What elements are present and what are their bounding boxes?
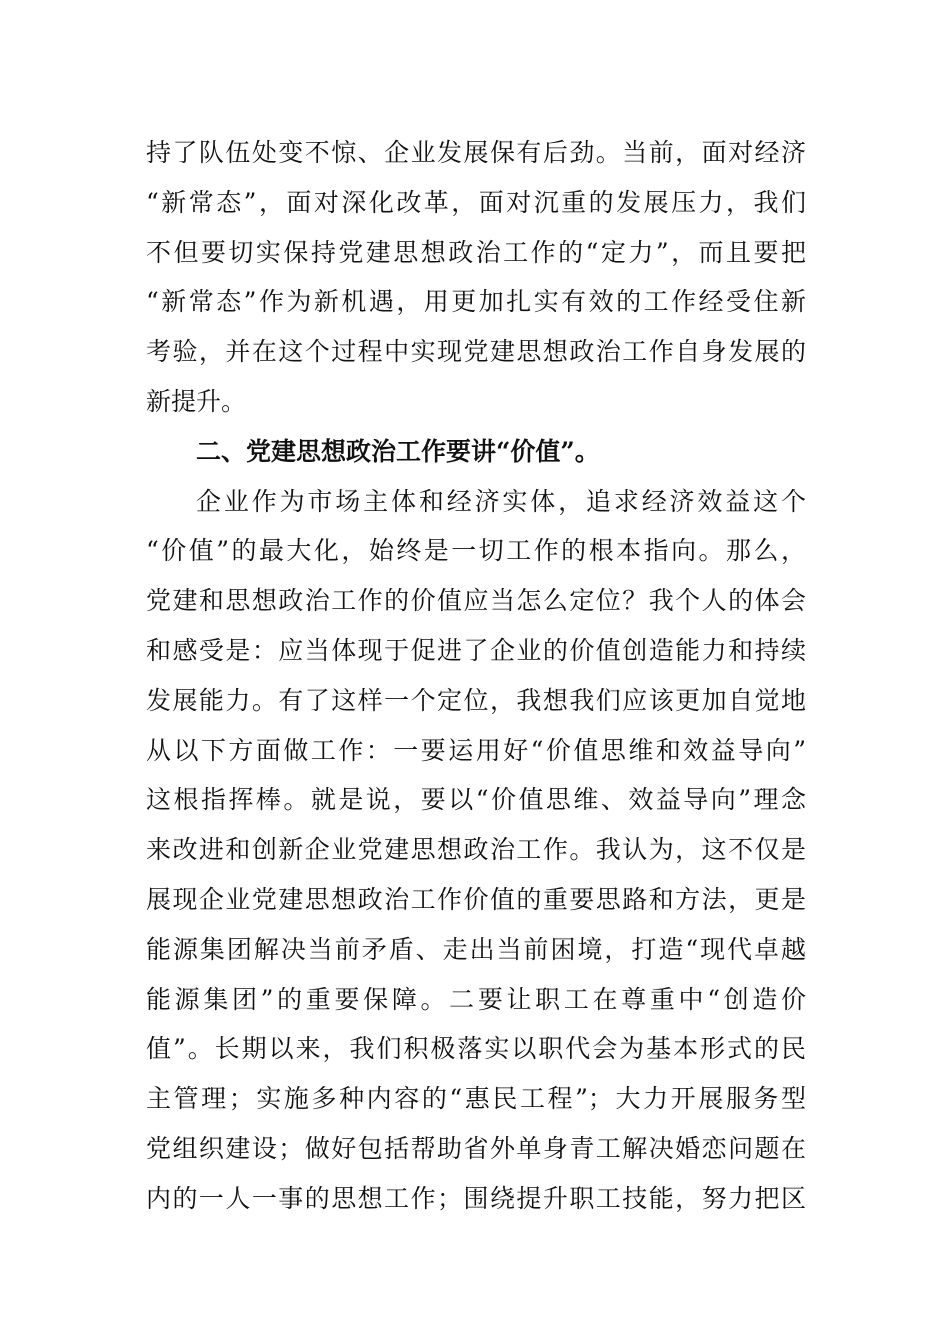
text-line: 从以下方面做工作：一要运用好“价值思维和效益导向”: [146, 735, 806, 765]
text-line: 能源集团”的重要保障。二要让职工在尊重中“创造价: [146, 984, 806, 1014]
text-line: 展现企业党建思想政治工作价值的重要思路和方法，更是: [146, 884, 806, 914]
text-line: 党建和思想政治工作的价值应当怎么定位？我个人的体会: [146, 586, 806, 616]
text-line: 党组织建设；做好包括帮助省外单身青工解决婚恋问题在: [146, 1133, 806, 1163]
text-line: 企业作为市场主体和经济实体，追求经济效益这个: [196, 486, 806, 516]
text-line: 持了队伍处变不惊、企业发展保有后劲。当前，面对经济: [146, 138, 806, 167]
text-line: 不但要切实保持党建思想政治工作的“定力”，而且要把: [146, 237, 806, 267]
text-line: 这根指挥棒。就是说，要以“价值思维、效益导向”理念: [146, 785, 806, 815]
text-line: 值”。长期以来，我们积极落实以职代会为基本形式的民: [146, 1034, 806, 1064]
text-line: “新常态”，面对深化改革，面对沉重的发展压力，我们: [146, 187, 806, 217]
text-line: “价值”的最大化，始终是一切工作的根本指向。那么，: [146, 536, 806, 566]
document-body: [146, 128, 806, 1224]
text-line: 考验，并在这个过程中实现党建思想政治工作自身发展的: [146, 337, 806, 367]
text-line: 发展能力。有了这样一个定位，我想我们应该更加自觉地: [146, 685, 806, 715]
section-heading: 二、党建思想政治工作要讲“价值”。: [196, 436, 600, 466]
text-line: 能源集团解决当前矛盾、走出当前困境，打造“现代卓越: [146, 934, 806, 964]
text-line: “新常态”作为新机遇，用更加扎实有效的工作经受住新: [146, 287, 806, 317]
text-line: 主管理；实施多种内容的“惠民工程”；大力开展服务型: [146, 1084, 806, 1114]
text-line: 和感受是：应当体现于促进了企业的价值创造能力和持续: [146, 635, 806, 665]
text-line: 来改进和创新企业党建思想政治工作。我认为，这不仅是: [146, 835, 806, 865]
text-line: 内的一人一事的思想工作；围绕提升职工技能，努力把区: [146, 1183, 806, 1213]
text-line: 新提升。: [146, 386, 247, 416]
